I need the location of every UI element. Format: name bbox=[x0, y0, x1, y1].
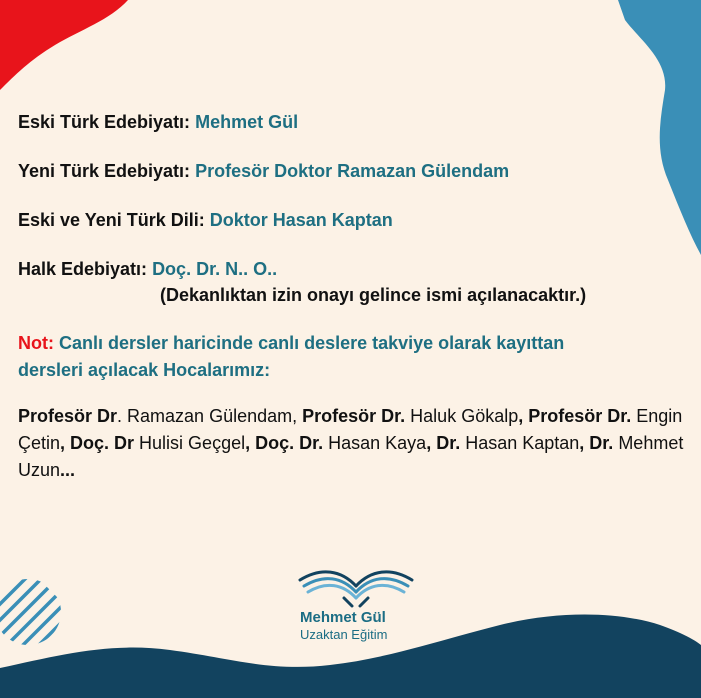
name-title: , Dr. bbox=[579, 433, 614, 453]
name-title: , Profesör Dr. bbox=[518, 406, 632, 426]
course-label: Yeni Türk Edebiyatı: bbox=[18, 161, 191, 181]
name-title: , Doç. Dr. bbox=[245, 433, 324, 453]
red-corner-shape bbox=[0, 0, 128, 90]
course-teacher: Doktor Hasan Kaptan bbox=[209, 210, 393, 230]
note-label: Not: bbox=[18, 333, 54, 353]
name-ellipsis: ... bbox=[60, 460, 76, 480]
course-label: Eski Türk Edebiyatı: bbox=[18, 112, 191, 132]
name-title: Profesör Dr. bbox=[302, 406, 406, 426]
logo-name: Mehmet Gül bbox=[300, 609, 386, 626]
name-text: Mehmet Uzun bbox=[18, 433, 684, 480]
note-text-1: Canlı dersler haricinde canlı deslere takviye olarak kayıttan bbox=[59, 333, 565, 353]
note-paragraph bbox=[18, 330, 688, 384]
name-text: . Ramazan Gülendam, bbox=[117, 406, 303, 426]
name-text: Hasan Kaptan bbox=[460, 433, 580, 453]
blue-corner-shape bbox=[618, 0, 701, 255]
teacher-list bbox=[18, 403, 688, 484]
name-text: Hulisi Geçgel bbox=[134, 433, 246, 453]
logo-subtitle: Uzaktan Eğitim bbox=[300, 627, 388, 642]
name-title: , Dr. bbox=[426, 433, 461, 453]
course-line-turk-dili bbox=[18, 210, 393, 231]
note-text-2: dersleri açılacak Hocalarımız: bbox=[18, 360, 271, 380]
name-text: Hasan Kaya bbox=[323, 433, 427, 453]
course-teacher: Doç. Dr. N.. O.. bbox=[152, 259, 278, 279]
course-line-yeni-turk bbox=[18, 161, 509, 182]
course-line-eski-turk bbox=[18, 112, 298, 133]
course-note: (Dekanlıktan izin onayı gelince ismi açılanacaktır.) bbox=[160, 285, 587, 305]
course-label: Eski ve Yeni Türk Dili: bbox=[18, 210, 205, 230]
course-teacher: Mehmet Gül bbox=[195, 112, 299, 132]
course-label: Halk Edebiyatı: bbox=[18, 259, 148, 279]
course-line-halk bbox=[18, 259, 277, 280]
course-teacher: Profesör Doktor Ramazan Gülendam bbox=[195, 161, 510, 181]
name-text: Haluk Gökalp bbox=[405, 406, 519, 426]
name-title: , Doç. Dr bbox=[60, 433, 135, 453]
name-title: Profesör Dr bbox=[18, 406, 118, 426]
name-text: Engin Çetin bbox=[18, 406, 683, 453]
